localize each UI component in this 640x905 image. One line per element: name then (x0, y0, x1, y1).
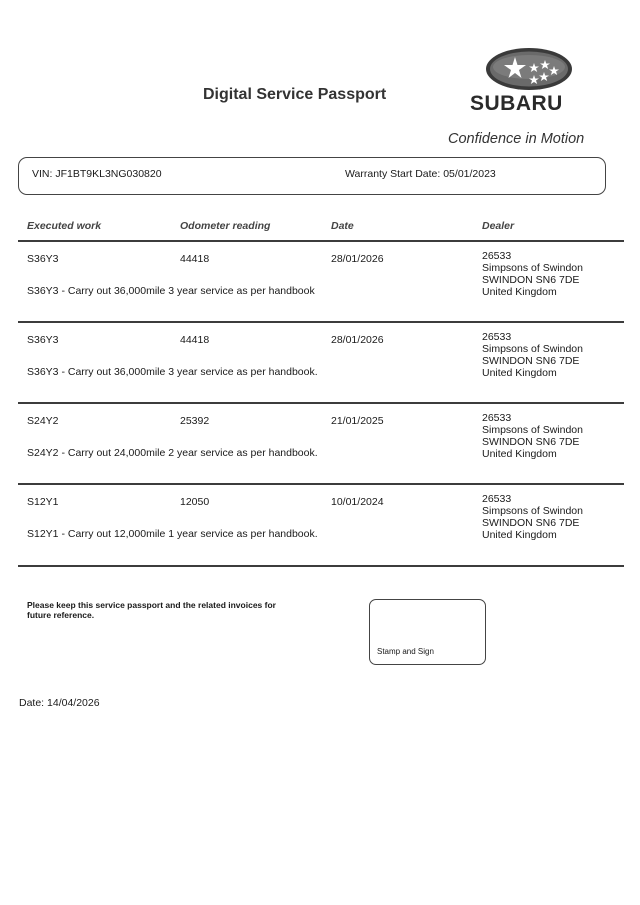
warranty-start-date: Warranty Start Date: 05/01/2023 (345, 168, 496, 180)
retention-note (27, 600, 312, 620)
header-odometer: Odometer reading (180, 220, 271, 232)
row-work-code: S36Y3 (27, 253, 59, 265)
row-dealer (482, 250, 583, 298)
stamp-and-sign-box (369, 599, 486, 665)
vehicle-info-box (18, 157, 606, 195)
row-divider (18, 321, 624, 323)
subaru-logo-icon (484, 46, 574, 92)
row-work-code: S36Y3 (27, 334, 59, 346)
row-description: S24Y2 - Carry out 24,000mile 2 year service as per handbook. (27, 447, 318, 459)
dealer-town: SWINDON SN6 7DE (482, 517, 580, 529)
dealer-code: 26533 (482, 493, 512, 505)
dealer-town: SWINDON SN6 7DE (482, 355, 580, 367)
row-description: S36Y3 - Carry out 36,000mile 3 year service as per handbook. (27, 366, 318, 378)
row-odometer: 25392 (180, 415, 210, 427)
retention-note-line: Please keep this service passport and the related invoices for (27, 600, 276, 610)
row-odometer: 44418 (180, 253, 210, 265)
row-date: 21/01/2025 (331, 415, 384, 427)
header-executed-work: Executed work (27, 220, 102, 232)
dealer-town: SWINDON SN6 7DE (482, 436, 580, 448)
dealer-name: Simpsons of Swindon (482, 505, 583, 517)
dealer-name: Simpsons of Swindon (482, 262, 583, 274)
dealer-name: Simpsons of Swindon (482, 424, 583, 436)
dealer-code: 26533 (482, 250, 512, 262)
table-bottom-divider (18, 565, 624, 567)
vin-text: VIN: JF1BT9KL3NG030820 (32, 168, 162, 180)
page-title: Digital Service Passport (203, 86, 387, 103)
row-dealer (482, 331, 583, 379)
row-work-code: S12Y1 (27, 496, 59, 508)
row-odometer: 12050 (180, 496, 210, 508)
row-work-code: S24Y2 (27, 415, 59, 427)
retention-note-line: future reference. (27, 610, 95, 620)
row-date: 28/01/2026 (331, 253, 384, 265)
dealer-code: 26533 (482, 412, 512, 424)
row-divider (18, 483, 624, 485)
document-date: Date: 14/04/2026 (19, 697, 100, 709)
header-dealer: Dealer (482, 220, 515, 232)
row-description: S36Y3 - Carry out 36,000mile 3 year service as per handbook (27, 285, 315, 297)
row-odometer: 44418 (180, 334, 210, 346)
dealer-name: Simpsons of Swindon (482, 343, 583, 355)
dealer-code: 26533 (482, 331, 512, 343)
header-date: Date (331, 220, 354, 232)
row-dealer (482, 493, 583, 541)
row-dealer (482, 412, 583, 460)
brand-tagline: Confidence in Motion (448, 131, 585, 147)
row-divider (18, 402, 624, 404)
row-date: 28/01/2026 (331, 334, 384, 346)
brand-name: SUBARU (470, 92, 563, 115)
dealer-town: SWINDON SN6 7DE (482, 274, 580, 286)
dealer-country: United Kingdom (482, 529, 557, 541)
dealer-country: United Kingdom (482, 367, 557, 379)
row-description: S12Y1 - Carry out 12,000mile 1 year service as per handbook. (27, 528, 318, 540)
header-divider (18, 240, 624, 242)
stamp-label: Stamp and Sign (377, 647, 434, 656)
row-date: 10/01/2024 (331, 496, 384, 508)
dealer-country: United Kingdom (482, 286, 557, 298)
dealer-country: United Kingdom (482, 448, 557, 460)
